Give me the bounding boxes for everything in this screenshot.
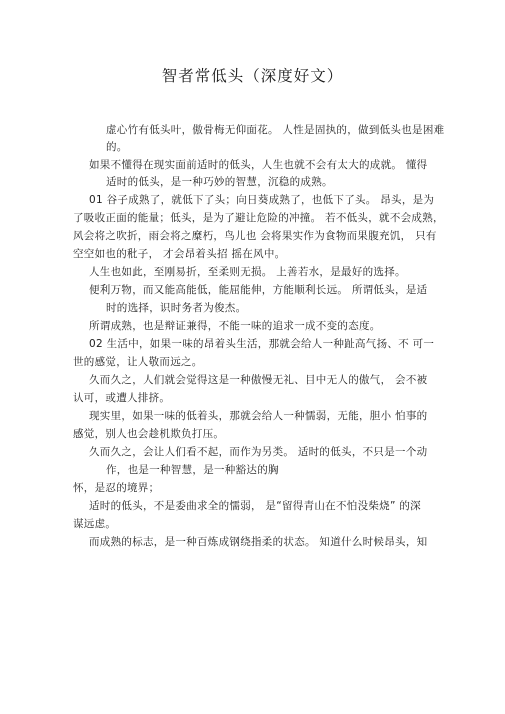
paragraph-line: 怀，是忍的境界；	[73, 482, 160, 494]
paragraph-line: 风会将之吹折，雨会将之糜朽，鸟儿也 会将果实作为食物而果腹充饥， 只有	[73, 230, 437, 242]
paragraph-line: 适时的低头，不是委曲求全的懦弱， 是“留得青山在不怕没柴烧” 的深	[89, 500, 421, 512]
paragraph-line: 时的选择，识时务者为俊杰。	[106, 302, 247, 314]
paragraph-line: 01 谷子成熟了，就低下了头；向日葵成熟了，也低下了头。 昂头，是为	[89, 194, 435, 206]
paragraph-line: 便利万物，而又能高能低，能屈能伸，方能顺利长远。 所谓低头，是适	[89, 284, 428, 296]
paragraph-line: 所谓成熟，也是辩证兼得，不能一味的追求一成不变的态度。	[89, 320, 381, 332]
document-title: 智者常低头（深度好文）	[161, 67, 344, 85]
paragraph-line: 世的感觉，让人敬而远之。	[73, 356, 203, 368]
paragraph-line: 了吸收正面的能量；低头，是为了避让危险的冲撞。 若不低头，就不会成熟，	[73, 212, 444, 224]
paragraph-line: 空空如也的秕子， 才会昂着头招 摇在风中。	[73, 248, 286, 260]
paragraph-line: 而成熟的标志，是一种百炼成钢绕指柔的状态。 知道什么时候昂头，知	[89, 536, 428, 548]
paragraph-line: 如果不懂得在现实面前适时的低头，人生也就不会有太大的成就。 懂得	[89, 159, 428, 171]
paragraph-line: 感觉，别人也会趁机欺负打压。	[73, 428, 225, 440]
paragraph-line: 现实里，如果一味的低着头，那就会给人一种懦弱，无能，胆小 怕事的	[89, 410, 428, 422]
paragraph-line: 谋远虑。	[73, 518, 117, 530]
paragraph-line: 人生也如此，至刚易折，至柔则无损。 上善若水，是最好的选择。	[89, 266, 406, 278]
paragraph-line: 久而久之，人们就会觉得这是一种傲慢无礼、目中无人的傲气， 会不被	[89, 374, 428, 386]
paragraph-line: 适时的低头，是一种巧妙的智慧，沉稳的成熟。	[106, 176, 333, 188]
paragraph-line: 久而久之，会让人们看不起，而作为另类。 适时的低头，不只是一个动	[89, 446, 428, 458]
paragraph-line: 02 生活中，如果一味的昂着头生活，那就会给人一种趾高气扬、不 可一	[89, 338, 435, 350]
paragraph-line: 虚心竹有低头叶，傲骨梅无仰面花。 人性是固执的，做到低头也是困难	[106, 124, 445, 136]
paragraph-line: 作，也是一种智慧，是一种豁达的胸	[106, 464, 279, 476]
paragraph-line: 认可，或遭人排挤。	[73, 392, 171, 404]
paragraph-line: 的。	[106, 141, 128, 153]
